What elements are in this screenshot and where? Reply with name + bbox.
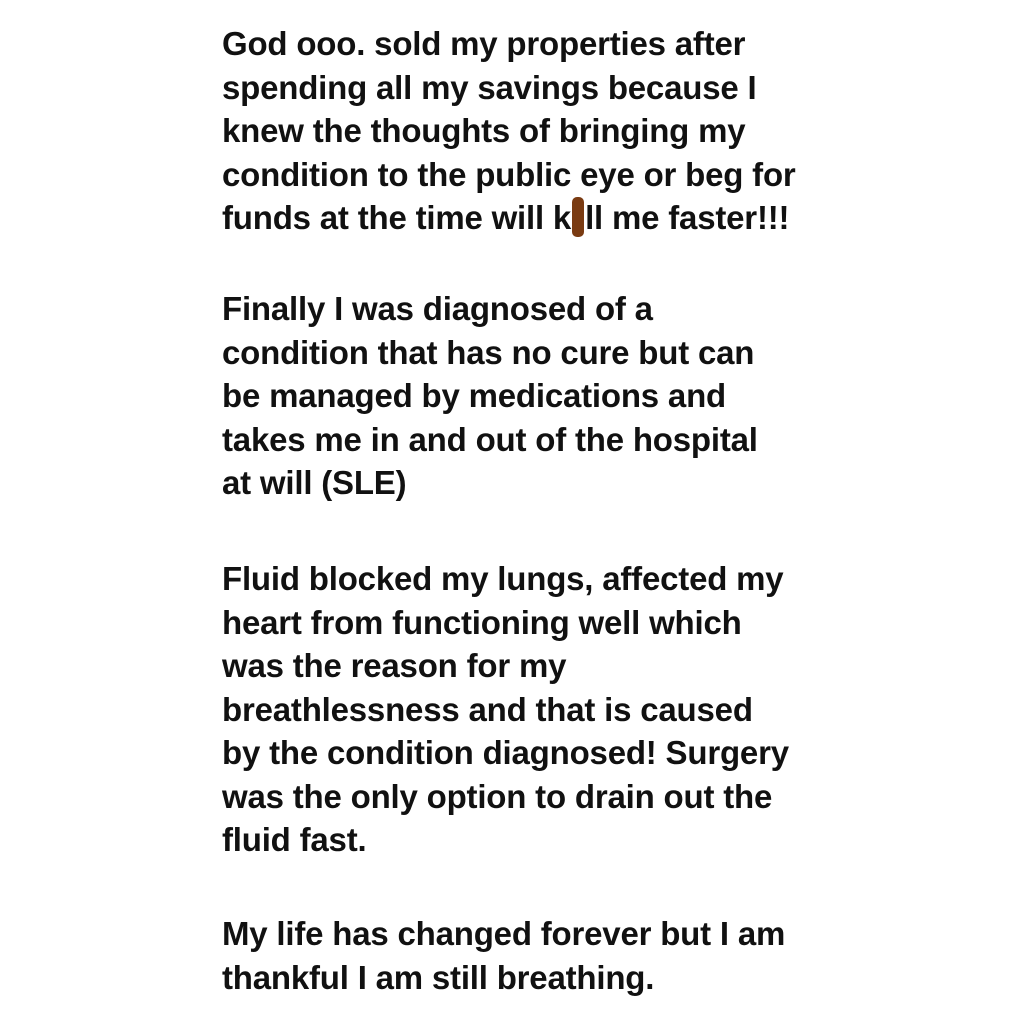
text-line: at will (SLE): [222, 464, 407, 501]
text-line: takes me in and out of the hospital: [222, 420, 758, 458]
text-line: Finally I was diagnosed of a: [222, 290, 653, 327]
text-line: knew the thoughts of bringing my: [222, 112, 746, 149]
text-line: breathlessness and that is caused: [222, 690, 753, 728]
text-after-censor: ll me faster!!!: [585, 199, 790, 236]
text-line: God ooo. sold my properties after: [222, 25, 746, 62]
text-line: condition to the public eye or beg for: [222, 155, 796, 193]
text-line: fluid fast.: [222, 821, 367, 858]
text-line: be managed by medications and: [222, 377, 726, 414]
text-line: heart from functioning well which: [222, 603, 742, 641]
text-line: was the only option to drain out the: [222, 777, 773, 815]
text-line: thankful I am still breathing.: [222, 958, 655, 996]
text-line: by the condition diagnosed! Surgery: [222, 734, 789, 771]
paragraph-sold-properties: [222, 22, 882, 240]
paragraph-life-changed: [222, 912, 882, 999]
text-line-with-censor: [222, 196, 882, 240]
text-line: condition that has no cure but can: [222, 333, 755, 371]
text-line: spending all my savings because I: [222, 68, 757, 106]
text-before-censor: funds at the time will k: [222, 199, 572, 236]
text-line: was the reason for my: [222, 647, 567, 684]
text-line: My life has changed forever but I am: [222, 915, 786, 952]
censor-mark: [572, 197, 584, 237]
text-line: Fluid blocked my lungs, affected my: [222, 560, 784, 597]
paragraph-diagnosis: [222, 287, 882, 505]
paragraph-surgery: [222, 557, 882, 862]
